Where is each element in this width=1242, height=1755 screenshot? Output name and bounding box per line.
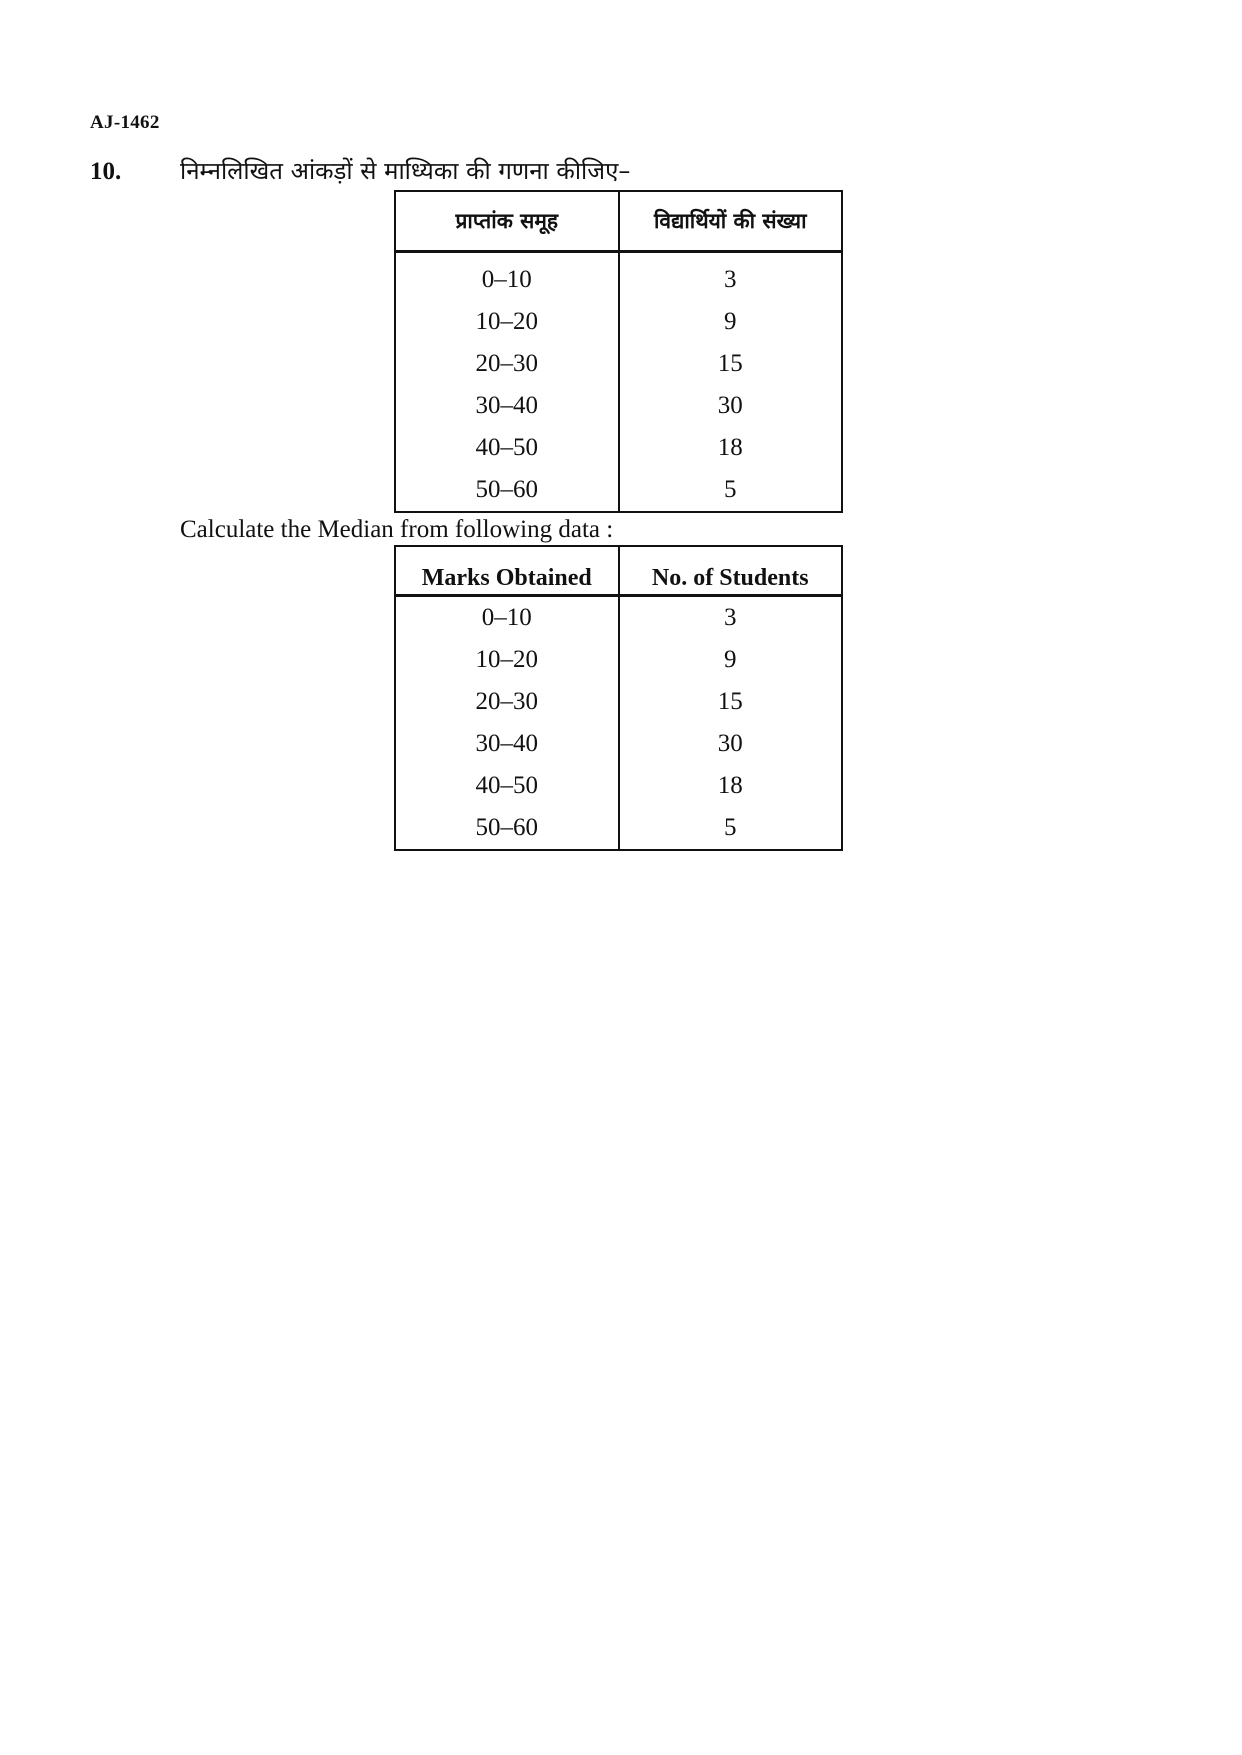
marks-range-cell: 40–50 xyxy=(475,772,538,799)
student-count-cell: 30 xyxy=(619,723,843,765)
student-count-cell: 9 xyxy=(619,301,843,343)
column-header-marks-group: प्राप्तांक समूह xyxy=(395,191,619,252)
marks-range-cell: 20–30 xyxy=(475,350,538,377)
student-count-cell: 15 xyxy=(619,681,843,723)
table-row xyxy=(395,807,842,850)
marks-range-cell: 10–20 xyxy=(475,646,538,673)
student-count-cell: 3 xyxy=(619,596,843,640)
student-count-cell: 3 xyxy=(619,252,843,302)
table-row xyxy=(395,765,842,807)
column-header-marks-obtained: Marks Obtained xyxy=(395,546,619,596)
marks-range-cell: 50–60 xyxy=(475,476,538,503)
marks-range-cell: 20–30 xyxy=(475,688,538,715)
table-header-row xyxy=(395,191,842,252)
student-count-cell: 5 xyxy=(619,807,843,850)
marks-range-cell: 0–10 xyxy=(481,604,532,631)
marks-range-cell: 10–20 xyxy=(475,308,538,335)
column-header-student-count: विद्यार्थियों की संख्या xyxy=(619,191,843,252)
marks-range-cell: 50–60 xyxy=(475,814,538,841)
english-data-table xyxy=(394,545,843,851)
hindi-question-text: निम्नलिखित आंकड़ों से माध्यिका की गणना कीजिए– xyxy=(180,157,631,185)
marks-range-cell: 40–50 xyxy=(475,434,538,461)
english-question-text: Calculate the Median from following data : xyxy=(180,516,614,543)
table-row xyxy=(395,427,842,469)
table-row xyxy=(395,301,842,343)
hindi-data-table xyxy=(394,190,843,513)
student-count-cell: 18 xyxy=(619,765,843,807)
marks-range-cell: 0–10 xyxy=(481,266,532,293)
student-count-cell: 5 xyxy=(619,469,843,512)
table-row xyxy=(395,723,842,765)
student-count-cell: 9 xyxy=(619,639,843,681)
table-row xyxy=(395,681,842,723)
student-count-cell: 30 xyxy=(619,385,843,427)
table-row xyxy=(395,343,842,385)
table-row xyxy=(395,596,842,640)
table-header-row xyxy=(395,546,842,596)
table-row xyxy=(395,469,842,512)
table-row xyxy=(395,385,842,427)
table-row xyxy=(395,252,842,302)
page-code: AJ-1462 xyxy=(90,112,160,133)
question-number: 10. xyxy=(90,158,122,185)
student-count-cell: 18 xyxy=(619,427,843,469)
student-count-cell: 15 xyxy=(619,343,843,385)
marks-range-cell: 30–40 xyxy=(475,730,538,757)
marks-range-cell: 30–40 xyxy=(475,392,538,419)
column-header-no-of-students: No. of Students xyxy=(619,546,843,596)
table-row xyxy=(395,639,842,681)
